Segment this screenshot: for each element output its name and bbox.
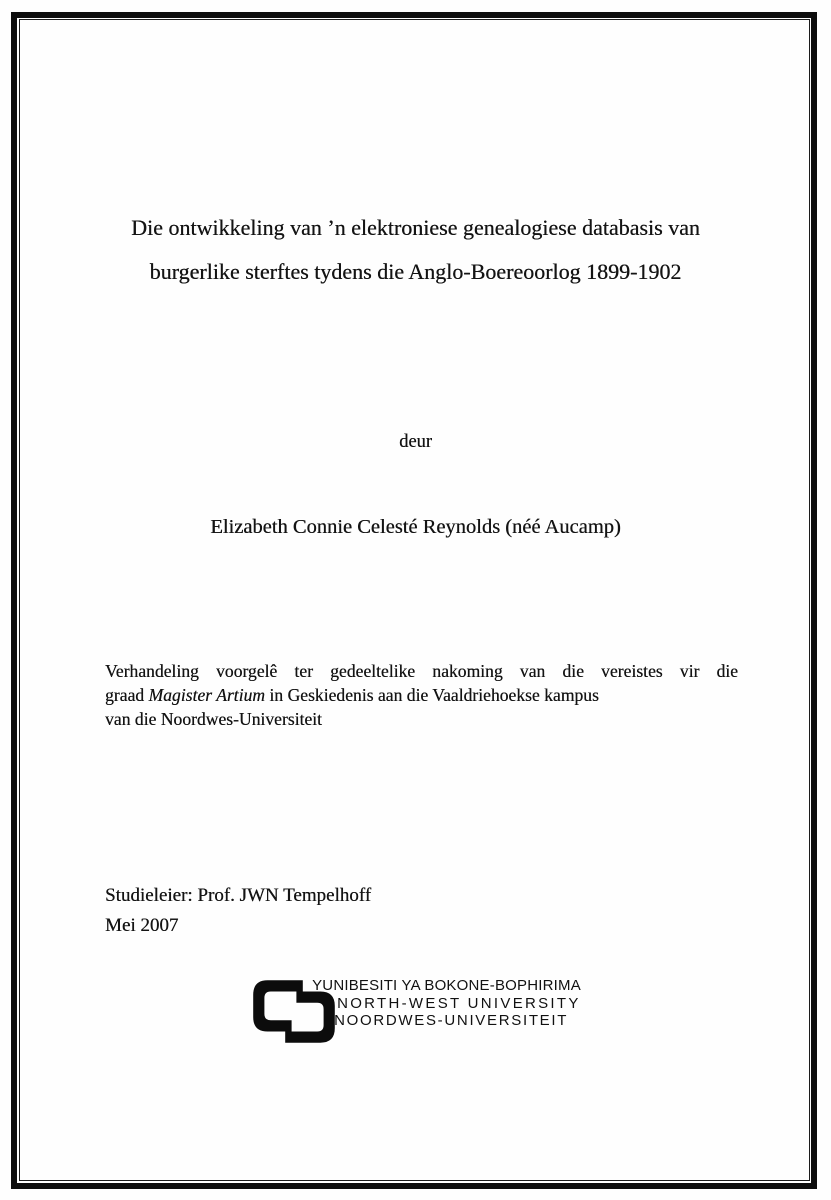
degree-statement-line2-post: in Geskiedenis aan die Vaaldriehoekse kampus bbox=[264, 685, 599, 705]
thesis-title bbox=[70, 206, 761, 294]
university-logo bbox=[0, 968, 831, 1051]
supervisor-line: Studieleier: Prof. JWN Tempelhoff bbox=[105, 885, 372, 906]
author-name: Elizabeth Connie Celesté Reynolds (néé Aucamp) bbox=[210, 516, 621, 538]
logo-text-afrikaans: NOORDWES-UNIVERSITEIT bbox=[334, 1012, 569, 1029]
thesis-title-line2: burgerlike sterftes tydens die Anglo-Boereoorlog 1899-1902 bbox=[149, 259, 682, 284]
thesis-title-line1: Die ontwikkeling van ’n elektroniese genealogiese databasis van bbox=[131, 215, 700, 240]
byline-deur: deur bbox=[399, 432, 432, 452]
supervisor-block bbox=[105, 881, 371, 941]
degree-statement-line1: Verhandeling voorgelê ter gedeeltelike nakoming van die vereistes vir die bbox=[105, 661, 738, 681]
degree-statement-line2 bbox=[105, 683, 738, 707]
degree-statement-line2-pre: graad bbox=[105, 685, 149, 705]
degree-name-italic: Magister Artium bbox=[148, 685, 265, 705]
degree-statement bbox=[105, 659, 738, 731]
logo-text-setswana: YUNIBESITI YA BOKONE-BOPHIRIMA bbox=[312, 977, 581, 994]
logo-text-english: NORTH-WEST UNIVERSITY bbox=[337, 994, 581, 1012]
degree-statement-line3: van die Noordwes-Universiteit bbox=[105, 709, 322, 729]
university-logo-text bbox=[312, 977, 581, 1030]
date-line: Mei 2007 bbox=[105, 915, 179, 936]
